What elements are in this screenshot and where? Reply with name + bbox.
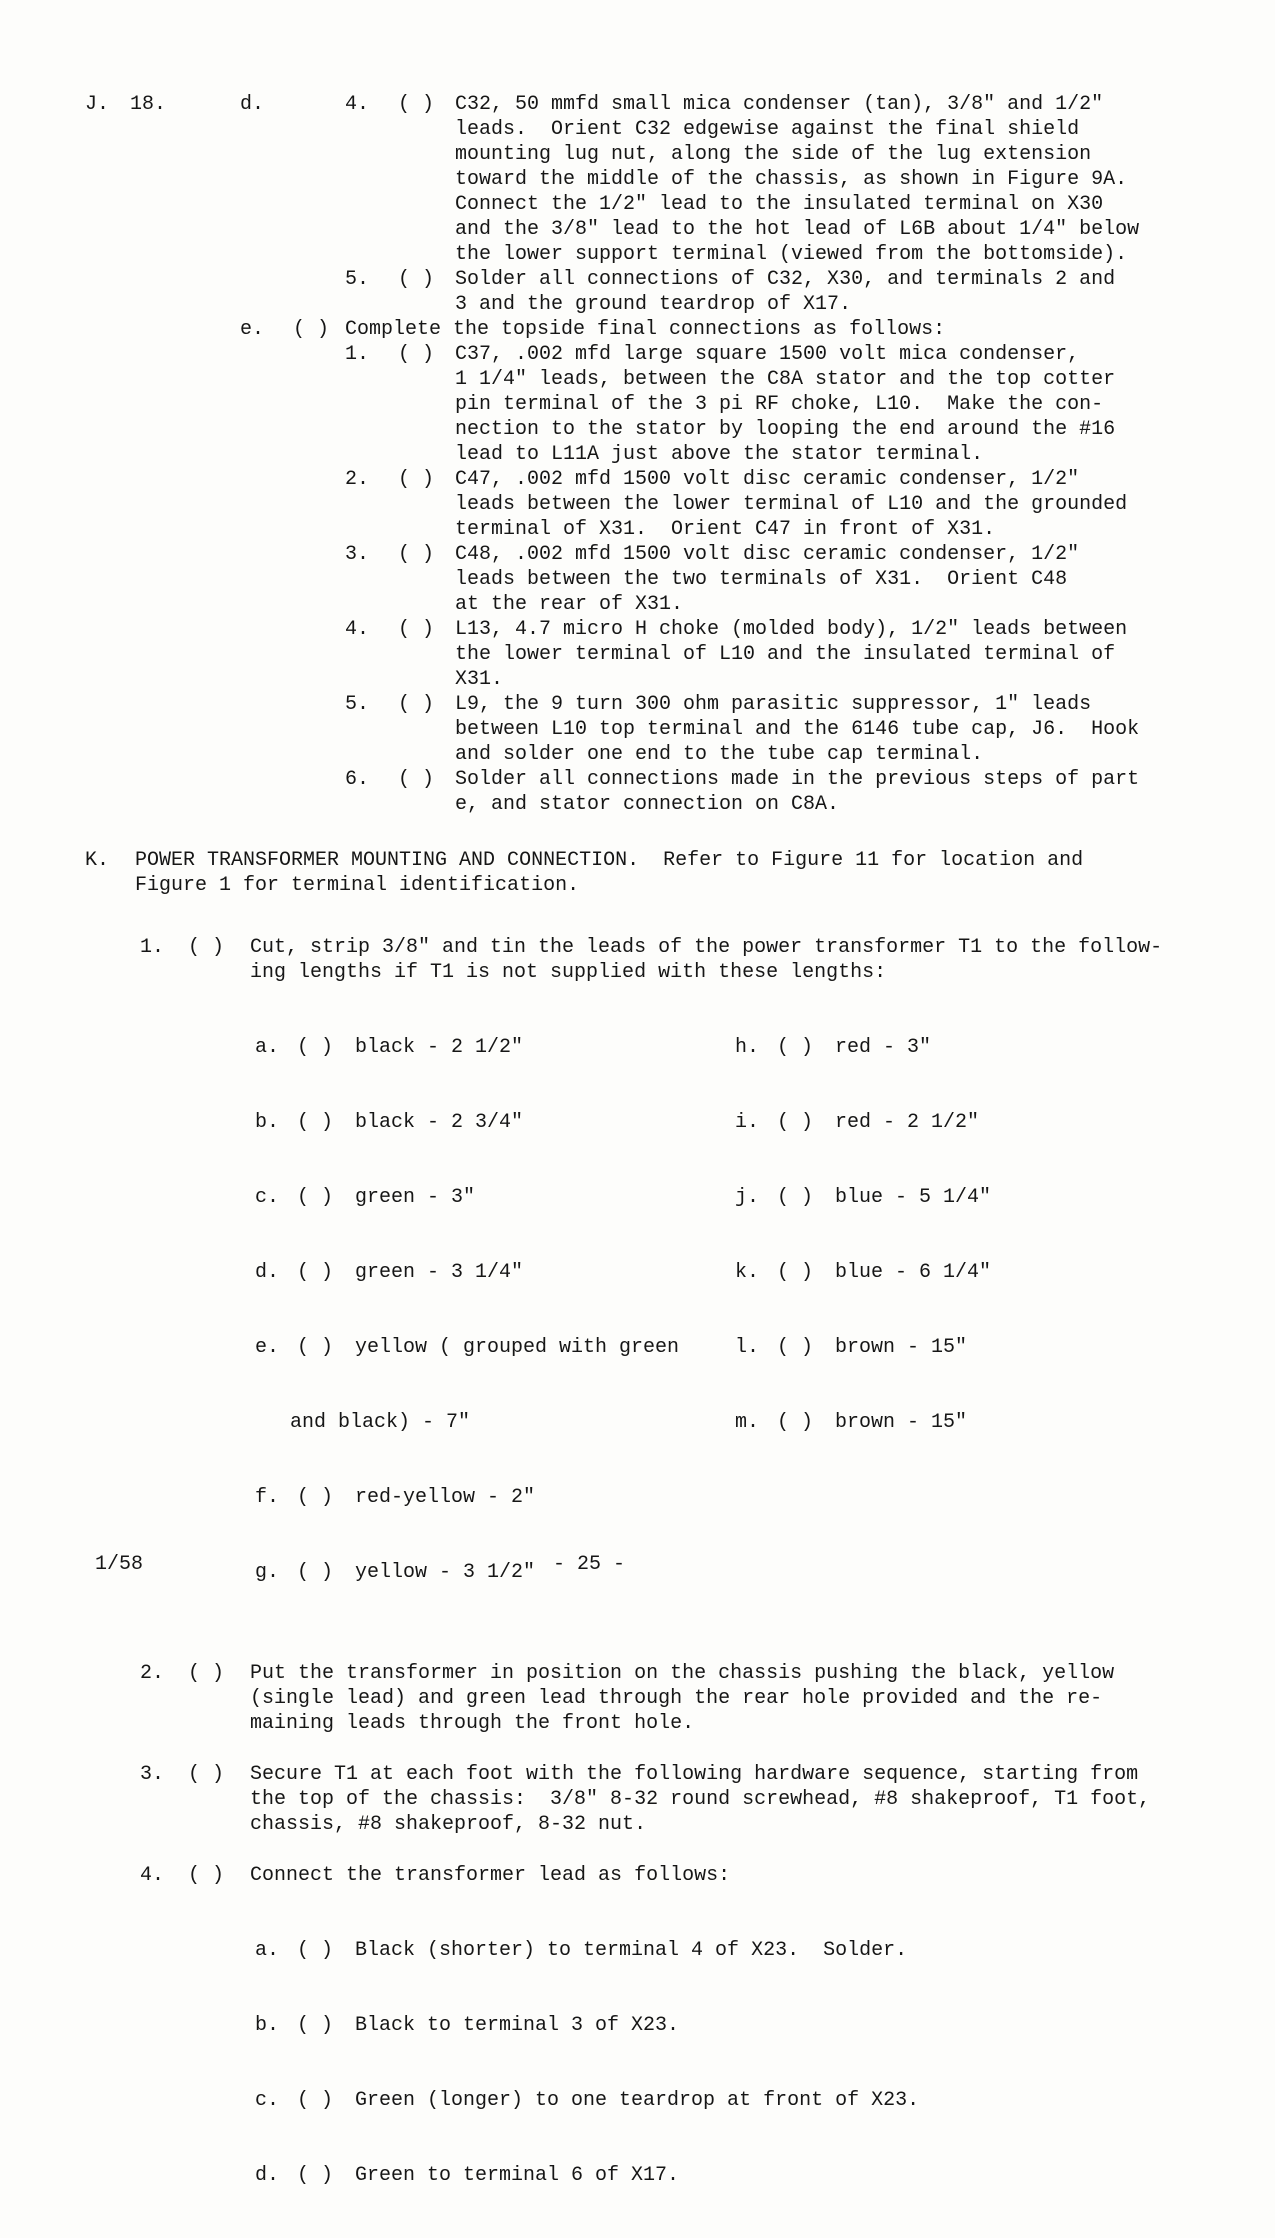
lead-label: green - 3 1/4" (355, 1261, 524, 1284)
step-number: 4. (345, 618, 370, 641)
lead-length-row (255, 1110, 1225, 1135)
step-e6 (85, 767, 1225, 817)
text-line: C48, .002 mfd 1500 volt disc ceramic condenser, 1/2" (455, 543, 1080, 566)
checkbox-blank: ( ) (398, 468, 435, 491)
k-item-4 (85, 1863, 1225, 2238)
sub-letter: a. (255, 1036, 280, 1059)
text-line: (single lead) and green lead through the rear hole provided and the re- (250, 1687, 1103, 1710)
step-text (455, 267, 1225, 317)
lead-label: red-yellow - 2" (355, 1486, 536, 1509)
item-text (250, 1863, 1225, 2238)
lead-length-row (255, 1560, 1225, 1585)
checkbox-blank: ( ) (398, 693, 435, 716)
item-text (250, 1661, 1225, 1736)
step-e4 (85, 617, 1225, 692)
checkbox-blank: ( ) (297, 1561, 334, 1584)
step-e3 (85, 542, 1225, 617)
step-number: 4. (140, 1864, 165, 1887)
section-letter: K. (85, 849, 110, 872)
lead-length-row (255, 1410, 1225, 1435)
text-line: the lower terminal of L10 and the insulated terminal of (455, 643, 1116, 666)
text-line: between L10 top terminal and the 6146 tube cap, J6. Hook (455, 718, 1140, 741)
sub-letter: a. (255, 1939, 280, 1962)
checkbox-blank: ( ) (777, 1111, 814, 1134)
step-text (455, 617, 1225, 692)
sub-step-text: Green (longer) to one teardrop at front of X23. (355, 2089, 920, 2112)
sub-step-text: Black (shorter) to terminal 4 of X23. Solder. (355, 1939, 908, 1962)
sub-letter: e. (255, 1336, 280, 1359)
text-line: maining leads through the front hole. (250, 1712, 695, 1735)
item-text (250, 1762, 1225, 1837)
text-line: lead to L11A just above the stator terminal. (455, 443, 984, 466)
sub-letter: h. (735, 1036, 760, 1059)
text-line: Connect the transformer lead as follows: (250, 1864, 731, 1887)
footer-page-number: - 25 - (553, 1553, 626, 1576)
checkbox-blank: ( ) (398, 768, 435, 791)
checkbox-blank: ( ) (293, 318, 330, 341)
step-text (455, 92, 1225, 267)
sub-letter: b. (255, 2014, 280, 2037)
text-line: 1 1/4" leads, between the C8A stator and the top cotter (455, 368, 1116, 391)
text-line: and the 3/8" lead to the hot lead of L6B about 1/4" below (455, 218, 1140, 241)
text-line: 3 and the ground teardrop of X17. (455, 293, 852, 316)
step-number: 5. (345, 693, 370, 716)
step-text (455, 767, 1225, 817)
step-text (455, 542, 1225, 617)
sub-letter: c. (255, 2089, 280, 2112)
sub-letter: c. (255, 1186, 280, 1209)
step-text (455, 342, 1225, 467)
text-line: Secure T1 at each foot with the following hardware sequence, starting from (250, 1763, 1139, 1786)
text-line: leads. Orient C32 edgewise against the final shield (455, 118, 1080, 141)
lead-length-list (250, 985, 1225, 1635)
text-line: L13, 4.7 micro H choke (molded body), 1/2" leads between (455, 618, 1128, 641)
lead-label: blue - 5 1/4" (835, 1186, 992, 1209)
sub-letter: g. (255, 1561, 280, 1584)
checkbox-blank: ( ) (297, 1111, 334, 1134)
lead-label: yellow ( grouped with green (355, 1336, 680, 1359)
lead-label: brown - 15" (835, 1411, 968, 1434)
text-line: C47, .002 mfd 1500 volt disc ceramic condenser, 1/2" (455, 468, 1080, 491)
checkbox-blank: ( ) (297, 1261, 334, 1284)
checkbox-blank: ( ) (398, 343, 435, 366)
checkbox-blank: ( ) (777, 1186, 814, 1209)
sub-letter: j. (735, 1186, 760, 1209)
text-line: pin terminal of the 3 pi RF choke, L10. Make the con- (455, 393, 1104, 416)
step-number: 2. (345, 468, 370, 491)
lead-label-continued: and black) - 7" (290, 1411, 471, 1434)
lead-length-row (255, 1185, 1225, 1210)
k-item-1 (85, 935, 1225, 1635)
checkbox-blank: ( ) (297, 1186, 334, 1209)
text-line: Connect the 1/2" lead to the insulated terminal on X30 (455, 193, 1104, 216)
sub-letter: f. (255, 1486, 280, 1509)
text-line: ing lengths if T1 is not supplied with these lengths: (250, 961, 887, 984)
step-e5 (85, 692, 1225, 767)
sub-step-row (255, 2088, 1225, 2113)
checkbox-blank: ( ) (188, 1763, 225, 1786)
step-j18d5 (85, 267, 1225, 317)
section-k-heading (85, 848, 1225, 898)
checkbox-blank: ( ) (188, 1662, 225, 1685)
part-letter: e. (240, 318, 265, 341)
step-number: 1. (345, 343, 370, 366)
text-line: toward the middle of the chassis, as shown in Figure 9A. (455, 168, 1128, 191)
sub-step-text: Green to terminal 6 of X17. (355, 2164, 680, 2187)
step-number: 3. (140, 1763, 165, 1786)
lead-length-row (255, 1335, 1225, 1360)
checkbox-blank: ( ) (188, 1864, 225, 1887)
step-text (455, 467, 1225, 542)
sub-letter: d. (255, 2164, 280, 2187)
text-line: chassis, #8 shakeproof, 8-32 nut. (250, 1813, 647, 1836)
text-line: nection to the stator by looping the end around the #16 (455, 418, 1116, 441)
checkbox-blank: ( ) (297, 1486, 334, 1509)
step-e1 (85, 342, 1225, 467)
step-number: 5. (345, 268, 370, 291)
checkbox-blank: ( ) (297, 2014, 334, 2037)
sub-step-row (255, 2013, 1225, 2038)
text-line: Put the transformer in position on the chassis pushing the black, yellow (250, 1662, 1115, 1685)
checkbox-blank: ( ) (398, 268, 435, 291)
checkbox-blank: ( ) (777, 1036, 814, 1059)
text-line: and solder one end to the tube cap terminal. (455, 743, 984, 766)
text-line: Figure 1 for terminal identification. (135, 874, 580, 897)
checkbox-blank: ( ) (398, 618, 435, 641)
connect-sub-list (250, 1888, 1225, 2238)
text-line: Solder all connections of C32, X30, and terminals 2 and (455, 268, 1116, 291)
checkbox-blank: ( ) (188, 936, 225, 959)
checkbox-blank: ( ) (777, 1261, 814, 1284)
k-item-3 (85, 1762, 1225, 1837)
sub-letter: b. (255, 1111, 280, 1134)
lead-length-row (255, 1485, 1225, 1510)
checkbox-blank: ( ) (777, 1336, 814, 1359)
sub-letter: m. (735, 1411, 760, 1434)
step-e2 (85, 467, 1225, 542)
lead-length-row (255, 1260, 1225, 1285)
page-content (85, 92, 1225, 2238)
footer-date: 1/58 (95, 1553, 144, 1576)
part-e-heading (85, 317, 1225, 342)
text-line: terminal of X31. Orient C47 in front of X31. (455, 518, 996, 541)
step-number: 3. (345, 543, 370, 566)
text-line: the top of the chassis: 3/8" 8-32 round screwhead, #8 shakeproof, T1 foot, (250, 1788, 1151, 1811)
step-number: 4. (345, 93, 370, 116)
lead-label: yellow - 3 1/2" (355, 1561, 536, 1584)
lead-label: brown - 15" (835, 1336, 968, 1359)
text-line: the lower support terminal (viewed from the bottomside). (455, 243, 1128, 266)
text-line: POWER TRANSFORMER MOUNTING AND CONNECTION. Refer to Figure 11 for location and (135, 849, 1084, 872)
lead-label: green - 3" (355, 1186, 476, 1209)
part-letter: d. (240, 93, 265, 116)
sub-step-row (255, 2163, 1225, 2188)
sub-letter: l. (735, 1336, 760, 1359)
step-j18d4 (85, 92, 1225, 267)
text-line: L9, the 9 turn 300 ohm parasitic suppressor, 1" leads (455, 693, 1092, 716)
checkbox-blank: ( ) (297, 2164, 334, 2187)
indent-spacer (255, 1410, 290, 1435)
step-text (455, 692, 1225, 767)
sub-letter: d. (255, 1261, 280, 1284)
sub-step-row (255, 1938, 1225, 1963)
section-title (135, 848, 1225, 898)
step-number: 6. (345, 768, 370, 791)
text-line: Cut, strip 3/8" and tin the leads of the power transformer T1 to the follow- (250, 936, 1163, 959)
lead-label: black - 2 1/2" (355, 1036, 524, 1059)
checkbox-blank: ( ) (398, 543, 435, 566)
text-line: leads between the lower terminal of L10 and the grounded (455, 493, 1128, 516)
sub-letter: i. (735, 1111, 760, 1134)
item-number: 18. (130, 93, 167, 116)
checkbox-blank: ( ) (297, 1336, 334, 1359)
checkbox-blank: ( ) (777, 1411, 814, 1434)
text-line: C37, .002 mfd large square 1500 volt mica condenser, (455, 343, 1080, 366)
text-line: at the rear of X31. (455, 593, 684, 616)
lead-label: red - 2 1/2" (835, 1111, 980, 1134)
k-item-2 (85, 1661, 1225, 1736)
lead-label: red - 3" (835, 1036, 932, 1059)
part-e-intro: Complete the topside final connections as follows: (345, 318, 946, 341)
lead-length-row (255, 1035, 1225, 1060)
sub-letter: k. (735, 1261, 760, 1284)
text-line: Solder all connections made in the previous steps of part (455, 768, 1140, 791)
text-line: e, and stator connection on C8A. (455, 793, 840, 816)
text-line: mounting lug nut, along the side of the lug extension (455, 143, 1092, 166)
lead-label: black - 2 3/4" (355, 1111, 524, 1134)
section-letter: J. (85, 93, 110, 116)
checkbox-blank: ( ) (297, 2089, 334, 2112)
text-line: leads between the two terminals of X31. Orient C48 (455, 568, 1068, 591)
checkbox-blank: ( ) (398, 93, 435, 116)
item-text (250, 935, 1225, 1635)
checkbox-blank: ( ) (297, 1036, 334, 1059)
lead-label: blue - 6 1/4" (835, 1261, 992, 1284)
text-line: X31. (455, 668, 504, 691)
checkbox-blank: ( ) (297, 1939, 334, 1962)
step-number: 1. (140, 936, 165, 959)
text-line: C32, 50 mmfd small mica condenser (tan), 3/8" and 1/2" (455, 93, 1104, 116)
sub-step-text: Black to terminal 3 of X23. (355, 2014, 680, 2037)
step-number: 2. (140, 1662, 165, 1685)
